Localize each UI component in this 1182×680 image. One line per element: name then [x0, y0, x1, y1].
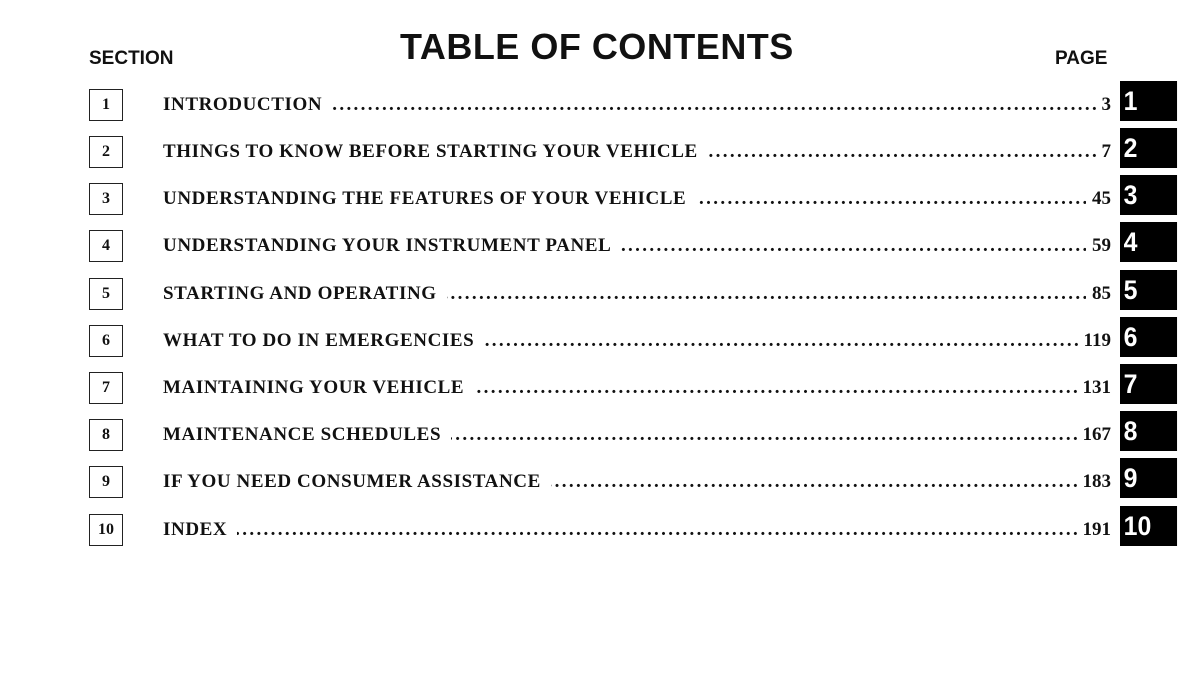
toc-row-5[interactable]: [0, 275, 1182, 316]
section-number-box: 5: [89, 278, 123, 310]
section-tab[interactable]: 4: [1120, 222, 1177, 262]
section-tab[interactable]: 9: [1120, 458, 1177, 498]
toc-entry-page: 59: [1092, 235, 1111, 256]
dot-leader: [551, 472, 1077, 493]
page-column-header: PAGE: [1055, 48, 1108, 69]
toc-entry[interactable]: [163, 236, 1111, 257]
toc-entry[interactable]: [163, 95, 1111, 116]
dot-leader: [332, 95, 1095, 116]
toc-entry-page: 45: [1092, 188, 1111, 209]
section-tab[interactable]: 6: [1120, 317, 1177, 357]
dot-leader: [708, 142, 1096, 163]
toc-entry-page: 131: [1082, 377, 1111, 398]
toc-entry-title: INDEX: [163, 519, 228, 540]
section-number-box: 6: [89, 325, 123, 357]
section-tab[interactable]: 5: [1120, 270, 1177, 310]
toc-row-6[interactable]: [0, 322, 1182, 363]
section-tab[interactable]: 1: [1120, 81, 1177, 121]
dot-leader: [621, 236, 1086, 257]
toc-entry-title: UNDERSTANDING THE FEATURES OF YOUR VEHICLE: [163, 188, 687, 209]
section-tab[interactable]: 3: [1120, 175, 1177, 215]
toc-row-3[interactable]: [0, 180, 1182, 221]
section-number-box: 3: [89, 183, 123, 215]
toc-entry-page: 85: [1092, 283, 1111, 304]
section-tab[interactable]: 2: [1120, 128, 1177, 168]
toc-entry-title: THINGS TO KNOW BEFORE STARTING YOUR VEHICLE: [163, 141, 698, 162]
dot-leader: [237, 520, 1076, 541]
dot-leader: [696, 189, 1086, 210]
dot-leader: [451, 425, 1076, 446]
toc-row-8[interactable]: [0, 416, 1182, 457]
toc-entry[interactable]: [163, 520, 1111, 541]
toc-row-7[interactable]: [0, 369, 1182, 410]
toc-entry[interactable]: [163, 331, 1111, 352]
toc-entry-title: INTRODUCTION: [163, 94, 323, 115]
section-number-box: 2: [89, 136, 123, 168]
section-number-box: 1: [89, 89, 123, 121]
toc-entry[interactable]: [163, 378, 1111, 399]
dot-leader: [484, 331, 1077, 352]
dot-leader: [474, 378, 1076, 399]
toc-entry-title: IF YOU NEED CONSUMER ASSISTANCE: [163, 471, 541, 492]
toc-row-9[interactable]: [0, 463, 1182, 504]
toc-entry[interactable]: [163, 284, 1111, 305]
toc-entry-title: MAINTAINING YOUR VEHICLE: [163, 377, 465, 398]
section-tab[interactable]: 8: [1120, 411, 1177, 451]
section-number-box: 8: [89, 419, 123, 451]
toc-entry-page: 183: [1082, 471, 1111, 492]
section-number-box: 9: [89, 466, 123, 498]
dot-leader: [447, 284, 1086, 305]
toc-entry-page: 191: [1082, 519, 1111, 540]
toc-row-1[interactable]: [0, 86, 1182, 127]
toc-entry-page: 7: [1101, 141, 1111, 162]
toc-entry[interactable]: [163, 142, 1111, 163]
page-title: TABLE OF CONTENTS: [400, 26, 794, 67]
toc-entry[interactable]: [163, 189, 1111, 210]
toc-entry-title: STARTING AND OPERATING: [163, 283, 437, 304]
toc-entry-page: 167: [1082, 424, 1111, 445]
section-tab[interactable]: 10: [1120, 506, 1177, 546]
toc-row-2[interactable]: [0, 133, 1182, 174]
toc-entry[interactable]: [163, 425, 1111, 446]
toc-entry-title: MAINTENANCE SCHEDULES: [163, 424, 442, 445]
section-number-box: 10: [89, 514, 123, 546]
toc-entry-page: 119: [1083, 330, 1111, 351]
section-number-box: 7: [89, 372, 123, 404]
section-column-header: SECTION: [89, 48, 174, 69]
toc-entry-page: 3: [1101, 94, 1111, 115]
toc-row-10[interactable]: [0, 511, 1182, 552]
section-tab[interactable]: 7: [1120, 364, 1177, 404]
toc-entry[interactable]: [163, 472, 1111, 493]
toc-row-4[interactable]: [0, 227, 1182, 268]
section-number-box: 4: [89, 230, 123, 262]
toc-entry-title: UNDERSTANDING YOUR INSTRUMENT PANEL: [163, 235, 612, 256]
toc-entry-title: WHAT TO DO IN EMERGENCIES: [163, 330, 475, 351]
